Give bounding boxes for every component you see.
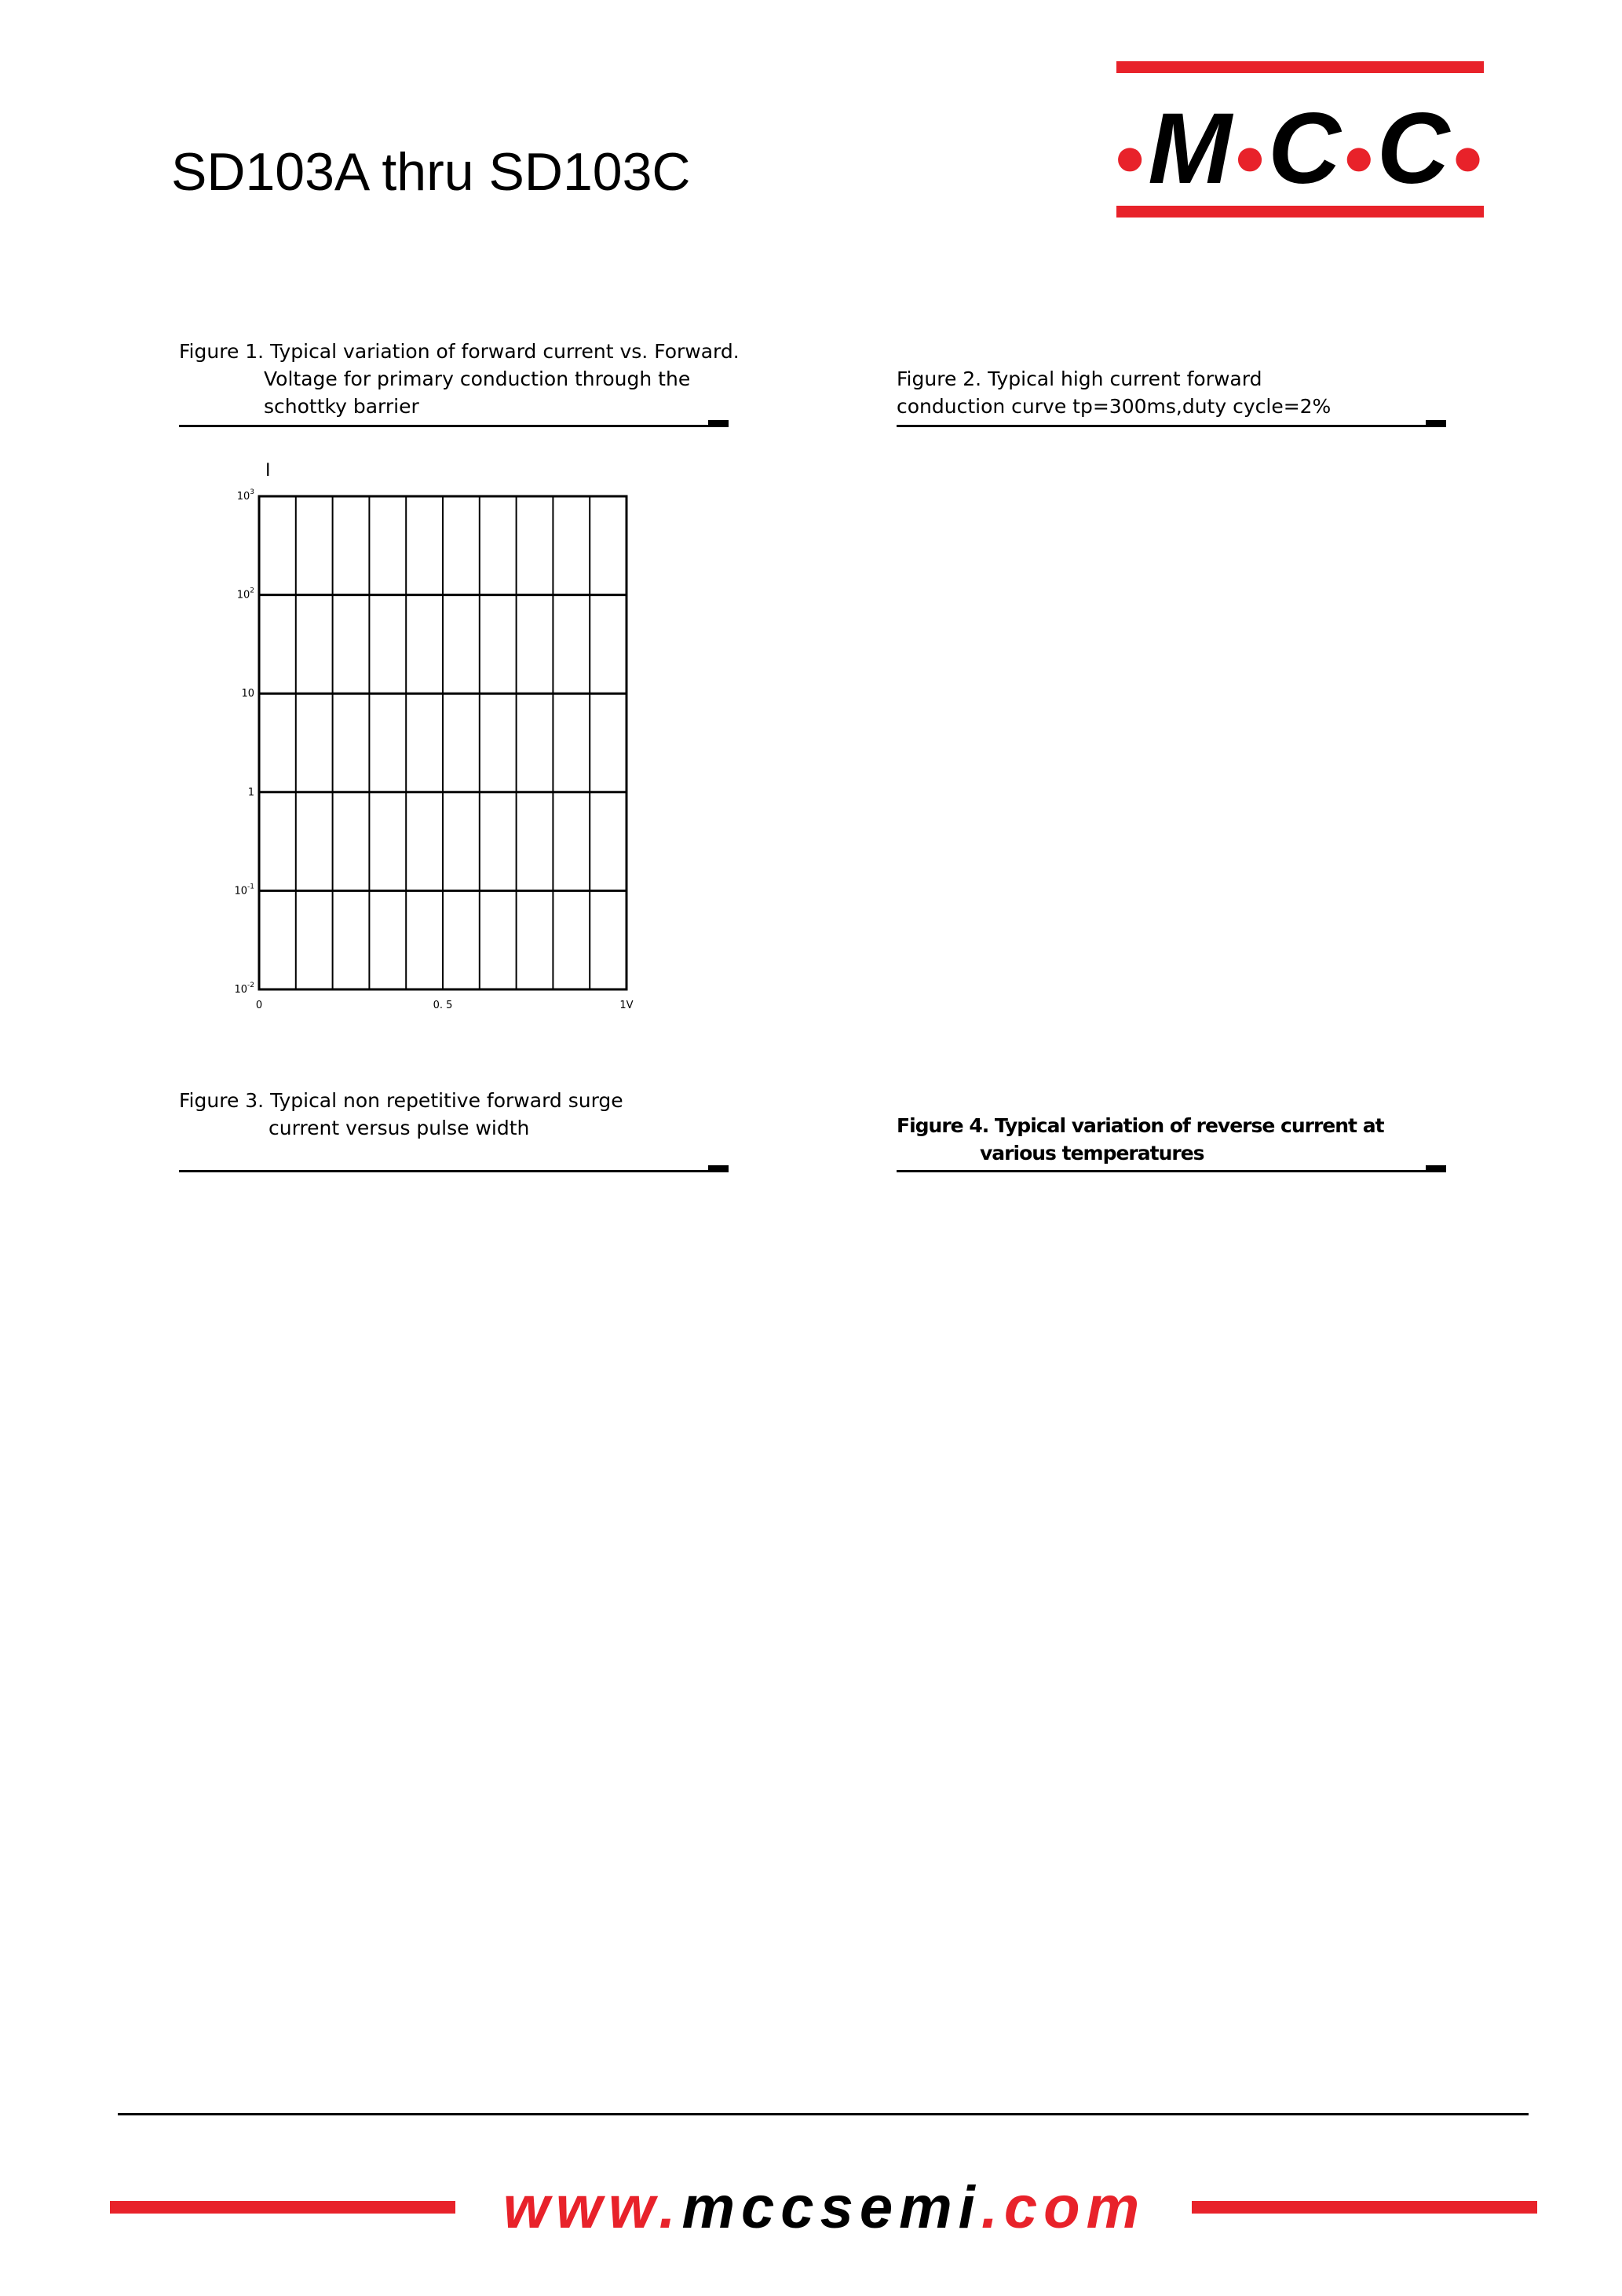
- figure4-rule-tab: [1426, 1165, 1446, 1172]
- figure1-chart: [179, 455, 713, 1052]
- x-tick-label: 0: [255, 1000, 263, 1011]
- figure2-chart: [897, 455, 1446, 1052]
- y-tick-label: $10^2$: [236, 587, 254, 601]
- mcc-logo: [1113, 94, 1490, 204]
- figure4-rule: [897, 1170, 1446, 1172]
- footer-right-bar: [1192, 2201, 1537, 2214]
- y-tick-label: $10^{-2}$: [234, 982, 254, 996]
- logo-top-bar: [1116, 61, 1484, 73]
- figure1-caption-line2: Voltage for primary conduction through the: [264, 367, 691, 390]
- logo-letter-m: M: [1148, 93, 1233, 205]
- figure1-caption-line1: Figure 1. Typical variation of forward current vs. Forward.: [179, 340, 740, 363]
- figure4-caption-line1: Figure 4. Typical variation of reverse current at: [897, 1114, 1384, 1137]
- x-tick-label: 0. 5: [433, 1000, 453, 1011]
- website-prefix: www.: [502, 2174, 682, 2241]
- footer-divider: [118, 2113, 1529, 2115]
- figure2-caption-line1: Figure 2. Typical high current forward: [897, 367, 1262, 390]
- x-tick-label: 1V: [619, 1000, 634, 1011]
- logo-dot: ●: [1342, 126, 1377, 188]
- figure1-rule-tab: [708, 420, 729, 427]
- website-url[interactable]: [471, 2174, 1178, 2242]
- figure3-chart: [179, 1201, 729, 1806]
- plot-marks: [234, 461, 633, 1011]
- logo-dot: ●: [1451, 126, 1486, 188]
- plot-grid: [259, 496, 627, 989]
- figure4-caption-line2: various temperatures: [980, 1142, 1204, 1164]
- document-title: SD103A thru SD103C: [171, 142, 691, 202]
- figure3-caption-line1: Figure 3. Typical non repetitive forward surge: [179, 1089, 623, 1112]
- figure2-rule: [897, 425, 1446, 427]
- figure2-rule-tab: [1426, 420, 1446, 427]
- footer-left-bar: [110, 2201, 455, 2214]
- y-tick-label: 10: [241, 688, 254, 700]
- y-tick-label: 1: [247, 786, 254, 799]
- logo-dot: ●: [1113, 126, 1149, 188]
- figure1-rule: [179, 425, 729, 427]
- y-unit-label: I: [265, 461, 271, 481]
- figure2-caption-line2: conduction curve tp=300ms,duty cycle=2%: [897, 395, 1332, 418]
- figure3-rule-tab: [708, 1165, 729, 1172]
- figure3-rule: [179, 1170, 729, 1172]
- y-tick-label: $10^{-1}$: [234, 883, 254, 898]
- y-tick-label: $10^3$: [236, 488, 254, 503]
- logo-letter-c1: C: [1268, 93, 1343, 205]
- logo-dot: ●: [1233, 126, 1269, 188]
- logo-letter-c2: C: [1376, 93, 1452, 205]
- figure3-caption-line2: current versus pulse width: [269, 1117, 530, 1139]
- figure4-chart: [897, 1201, 1446, 1806]
- logo-bottom-bar: [1116, 206, 1484, 218]
- website-main: mccsemi: [681, 2174, 981, 2241]
- website-suffix: .com: [981, 2174, 1146, 2241]
- figure1-caption-line3: schottky barrier: [264, 395, 419, 418]
